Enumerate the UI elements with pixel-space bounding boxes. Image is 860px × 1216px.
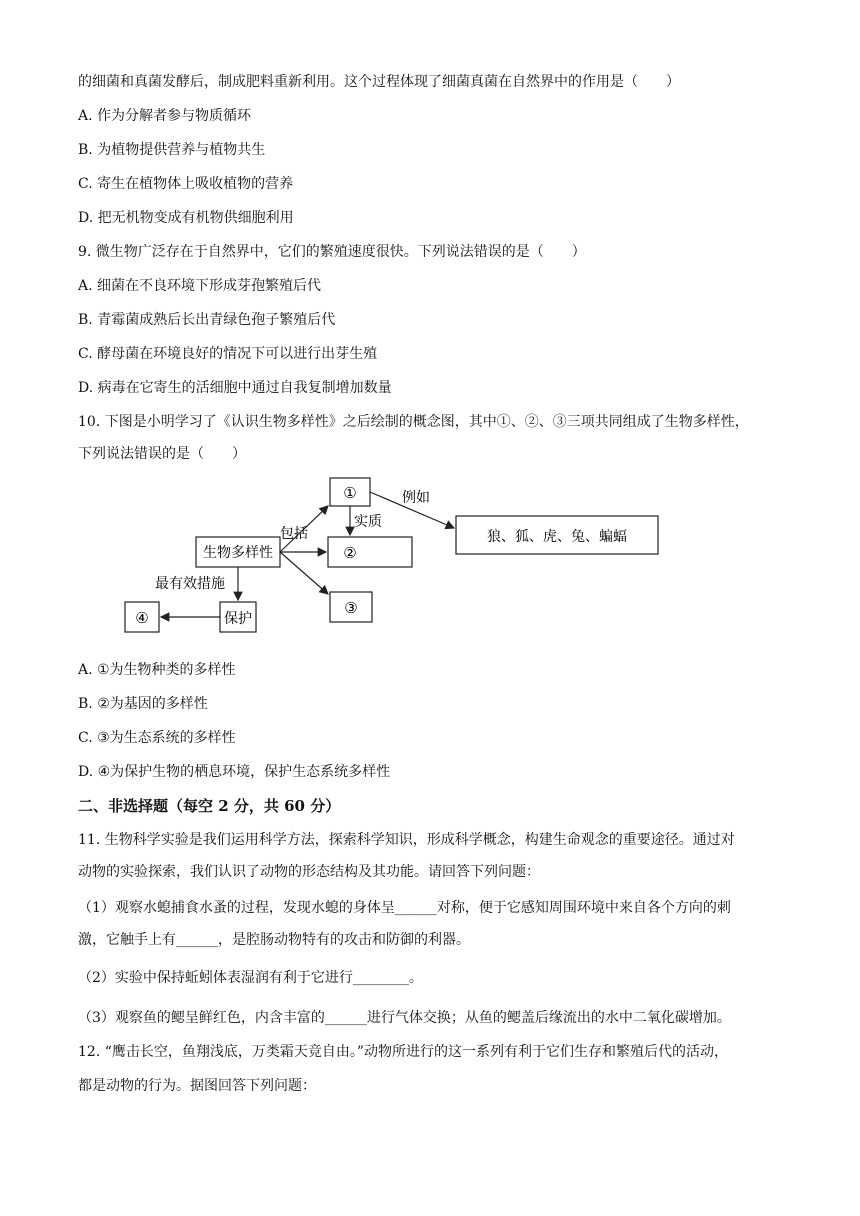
question-11-part-2: （2）实验中保持蚯蚓体表湿润有利于它进行________。 (78, 970, 423, 986)
option-8-d: D. 把无机物变成有机物供细胞利用 (78, 210, 294, 226)
option-9-b: B. 青霉菌成熟后长出青绿色孢子繁殖后代 (78, 312, 336, 328)
option-9-c: C. 酵母菌在环境良好的情况下可以进行出芽生殖 (78, 346, 378, 362)
question-11-stem-2: 动物的实验探索，我们认识了动物的形态结构及其功能。请回答下列问题： (78, 864, 540, 880)
question-11-part-3: （3）观察鱼的鳃呈鲜红色，内含丰富的______进行气体交换；从鱼的鳃盖后缘流出的水中二氧化碳增加。 (78, 1010, 731, 1026)
question-11-part-1: （1）观察水螅捕食水蚤的过程，发现水螅的身体呈______对称，便于它感知周围环境中来自各个方向的刺 (78, 900, 731, 916)
essence-label: 实质 (354, 514, 382, 530)
option-9-a: A. 细菌在不良环境下形成芽孢繁殖后代 (78, 278, 322, 294)
example-box-label: 狼、狐、虎、兔、蝙蝠 (487, 529, 627, 545)
option-10-b: B. ②为基因的多样性 (78, 696, 208, 712)
box-2 (328, 537, 412, 567)
protect-label: 保护 (224, 611, 252, 627)
option-10-c: C. ③为生态系统的多样性 (78, 730, 236, 746)
box-4-label: ④ (135, 609, 149, 627)
example-label: 例如 (402, 490, 430, 506)
concept-map-diagram (110, 470, 670, 640)
option-8-a: A. 作为分解者参与物质循环 (78, 108, 252, 124)
question-8-stem-continued: 的细菌和真菌发酵后，制成肥料重新利用。这个过程体现了细菌真菌在自然界中的作用是（ ） (78, 74, 680, 90)
box-2-label: ② (343, 544, 357, 562)
include-label: 包括 (280, 526, 308, 542)
section-heading: 二、非选择题（每空 2 分，共 60 分） (78, 797, 341, 815)
option-8-b: B. 为植物提供营养与植物共生 (78, 142, 266, 158)
biodiversity-label: 生物多样性 (203, 545, 273, 561)
option-10-a: A. ①为生物种类的多样性 (78, 662, 236, 678)
box-3-label: ③ (344, 599, 358, 617)
measure-label: 最有效措施 (155, 576, 225, 592)
option-8-c: C. 寄生在植物体上吸收植物的营养 (78, 176, 294, 192)
question-10-stem: 10. 下图是小明学习了《认识生物多样性》之后绘制的概念图，其中①、②、③三项共同组成了生物多样性， (78, 414, 749, 430)
option-9-d: D. 病毒在它寄生的活细胞中通过自我复制增加数量 (78, 380, 392, 396)
question-12-stem-2: 都是动物的行为。据图回答下列问题： (78, 1078, 316, 1094)
question-11-part-1-cont: 激，它触手上有______，是腔肠动物特有的攻击和防御的利器。 (78, 932, 470, 948)
option-10-d: D. ④为保护生物的栖息环境，保护生态系统多样性 (78, 764, 391, 780)
question-12-stem: 12. “鹰击长空，鱼翔浅底，万类霜天竞自由。”动物所进行的这一系列有利于它们生存和繁殖后代的活动， (78, 1044, 729, 1060)
question-10-stem-2: 下列说法错误的是（ ） (78, 446, 246, 462)
question-9-stem: 9. 微生物广泛存在于自然界中，它们的繁殖速度很快。下列说法错误的是（ ） (78, 244, 586, 260)
question-11-stem: 11. 生物科学实验是我们运用科学方法，探索科学知识，形成科学概念，构建生命观念的重要途径。通过对 (78, 832, 735, 848)
box-1-label: ① (343, 484, 357, 502)
